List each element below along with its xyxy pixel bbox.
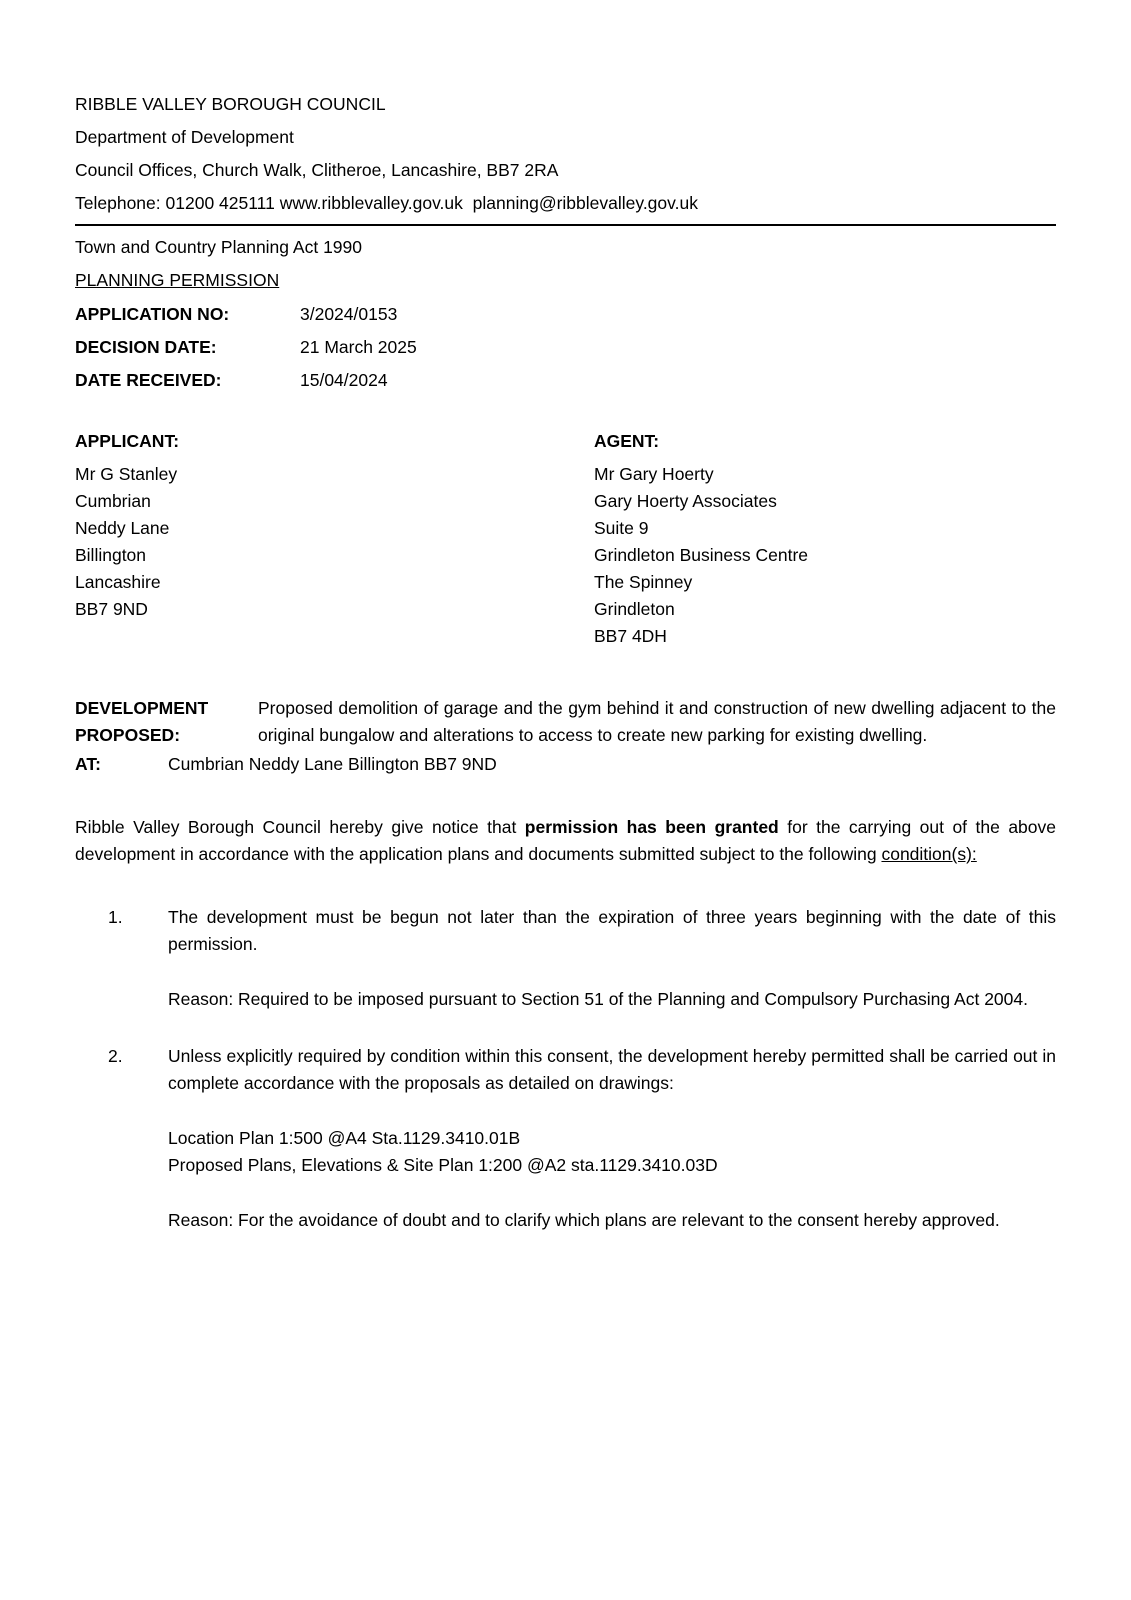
site-address: Cumbrian Neddy Lane Billington BB7 9ND (168, 754, 497, 774)
development-proposed-text: Proposed demolition of garage and the gym behind it and construction of new dwelling adjacent to the original bungalow and alterations to access to create new parking for existing dwelling. (258, 698, 1056, 745)
applicant-line: Cumbrian (75, 491, 151, 511)
council-address: Council Offices, Church Walk, Clitheroe, Lancashire, BB7 2RA (75, 160, 559, 180)
drawing-reference: Proposed Plans, Elevations & Site Plan 1:200 @A2 sta.1129.3410.03D (168, 1155, 718, 1175)
telephone-number: 01200 425111 (165, 193, 275, 213)
agent-line: Mr Gary Hoerty (594, 464, 714, 484)
email-link: planning@ribblevalley.gov.uk (472, 193, 698, 213)
permission-granted-text: permission has been granted (524, 817, 779, 837)
agent-label: AGENT: (594, 431, 660, 451)
condition-reason: Reason: Required to be imposed pursuant to Section 51 of the Planning and Compulsory Purchasing Act 2004. (168, 989, 1028, 1009)
applicant-line: Billington (75, 545, 147, 565)
decision-date-value: 21 March 2025 (300, 337, 417, 357)
application-meta (75, 298, 1056, 397)
applicant-block (75, 428, 594, 650)
applicant-line: Mr G Stanley (75, 464, 178, 484)
decision-date-label: DECISION DATE: (75, 337, 217, 357)
application-no-value: 3/2024/0153 (300, 304, 398, 324)
applicant-line: Lancashire (75, 572, 161, 592)
development-proposed-label: DEVELOPMENT PROPOSED: (75, 698, 209, 745)
department-name: Department of Development (75, 127, 294, 147)
contact-line (75, 187, 1056, 220)
notice-text: Ribble Valley Borough Council hereby give notice that (75, 817, 525, 837)
condition-number: 2. (108, 1046, 123, 1066)
document-title: PLANNING PERMISSION (75, 270, 280, 290)
condition-body (168, 904, 1056, 1013)
condition-reason: Reason: For the avoidance of doubt and to clarify which plans are relevant to the consent hereby approved. (168, 1210, 1000, 1230)
condition-item-2 (75, 1043, 1056, 1234)
parties-section (75, 428, 1056, 650)
agent-block (594, 428, 1056, 650)
application-no-label: APPLICATION NO: (75, 304, 230, 324)
development-proposed-section (75, 695, 1056, 749)
condition-item-1 (75, 904, 1056, 1013)
meta-row-date-received (75, 364, 1056, 397)
letterhead (75, 88, 1056, 226)
date-received-label: DATE RECEIVED: (75, 370, 222, 390)
agent-line: The Spinney (594, 572, 693, 592)
meta-row-decision-date (75, 331, 1056, 364)
drawings-list (168, 1125, 1056, 1179)
applicant-line: Neddy Lane (75, 518, 170, 538)
meta-row-application-no (75, 298, 1056, 331)
notice-text: for the carrying out of the above development in accordance with the application plans and documents submitted subject to the following (75, 817, 1056, 864)
applicant-label: APPLICANT: (75, 431, 180, 451)
at-label: AT: (75, 754, 101, 774)
agent-line: Gary Hoerty Associates (594, 491, 777, 511)
council-name: RIBBLE VALLEY BOROUGH COUNCIL (75, 94, 386, 114)
grant-notice-paragraph (75, 814, 1056, 868)
agent-line: Suite 9 (594, 518, 649, 538)
site-address-row (75, 751, 1056, 778)
condition-number: 1. (108, 907, 123, 927)
condition-text: The development must be begun not later than the expiration of three years beginning with the date of this permission. (168, 907, 1056, 954)
agent-line: Grindleton Business Centre (594, 545, 808, 565)
website-link: www.ribblevalley.gov.uk (279, 193, 463, 213)
telephone-label: Telephone: (75, 193, 161, 213)
agent-line: Grindleton (594, 599, 675, 619)
condition-body (168, 1043, 1056, 1234)
conditions-list (75, 904, 1056, 1234)
drawing-reference: Location Plan 1:500 @A4 Sta.1129.3410.01B (168, 1128, 521, 1148)
applicant-line: BB7 9ND (75, 599, 148, 619)
agent-line: BB7 4DH (594, 626, 667, 646)
act-title: Town and Country Planning Act 1990 (75, 237, 362, 257)
date-received-value: 15/04/2024 (300, 370, 388, 390)
conditions-link-text: condition(s): (881, 844, 977, 864)
condition-text: Unless explicitly required by condition within this consent, the development hereby permitted shall be carried out in complete accordance with the proposals as detailed on drawings: (168, 1046, 1056, 1093)
